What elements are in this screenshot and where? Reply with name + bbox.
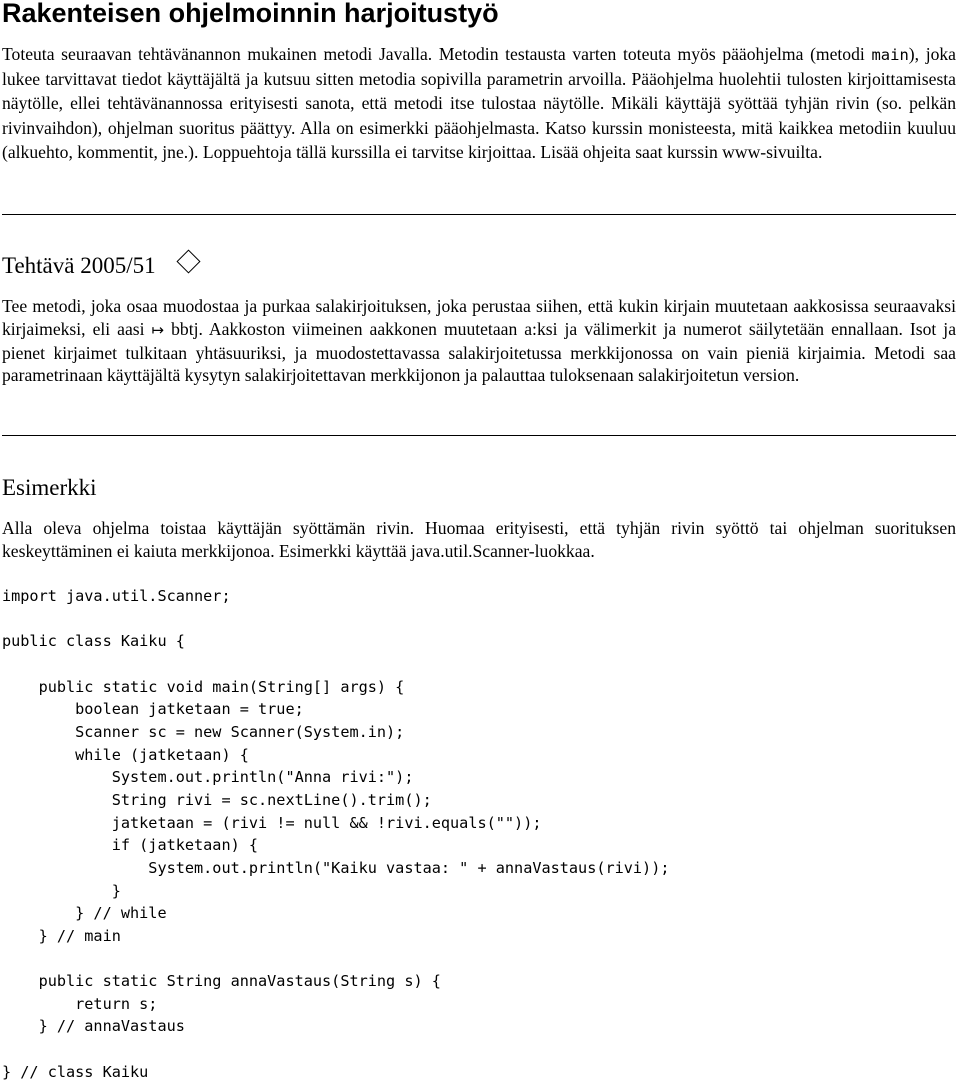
example-heading: Esimerkki	[2, 475, 97, 500]
divider-1	[2, 214, 956, 215]
code-line: public static void main(String[] args) {	[2, 677, 405, 696]
diamond-icon	[176, 249, 200, 273]
intro-paragraph	[2, 42, 956, 164]
task-description	[2, 295, 956, 387]
mapsto-symbol: ↦	[151, 320, 165, 339]
page-title: Rakenteisen ohjelmoinnin harjoitustyö	[2, 0, 499, 28]
code-line: public static String annaVastaus(String s) {	[2, 972, 441, 991]
code-line: } // class Kaiku	[2, 1062, 149, 1081]
divider-2	[2, 435, 956, 436]
code-line: Scanner sc = new Scanner(System.in);	[2, 722, 405, 741]
code-line: String rivi = sc.nextLine().trim();	[2, 790, 432, 809]
code-line: while (jatketaan) {	[2, 745, 249, 764]
code-line: jatketaan = (rivi != null && !rivi.equals(""));	[2, 813, 542, 832]
code-line: if (jatketaan) {	[2, 836, 259, 855]
task-text-before: Tee metodi, joka osaa muodostaa ja purkaa salakirjoituksen, joka perustaa siihen, että kukin kirjain muutetaan aakkosissa seuraavaksi kirjaimeksi, eli aasi	[2, 296, 956, 339]
code-line: } // while	[2, 904, 167, 923]
code-line: return s;	[2, 994, 158, 1013]
code-line: boolean jatketaan = true;	[2, 700, 304, 719]
code-line: } // annaVastaus	[2, 1017, 185, 1036]
code-line: }	[2, 881, 121, 900]
code-line: } // main	[2, 926, 121, 945]
task-heading	[2, 252, 197, 280]
code-line: System.out.println("Anna rivi:");	[2, 768, 414, 787]
code-line: System.out.println("Kaiku vastaa: " + annaVastaus(rivi));	[2, 858, 670, 877]
code-line: public class Kaiku {	[2, 632, 185, 651]
task-text-after: bbtj. Aakkoston viimeinen aakkonen muutetaan a:ksi ja välimerkit ja numerot säilytetään ennallaan. Isot ja pienet kirjaimet tulkitaan yhtäsuuriksi, ja muodostettavassa salakirjoitetussa merkkijonossa on vain pieniä kirjaimia. Metodi saa parametrinaan käyttäjältä kysytyn salakirjoitettavan merkkijonon ja palauttaa tuloksenaan salakirjoitetun version.	[2, 318, 957, 386]
code-block	[2, 585, 670, 1083]
intro-code-main: main	[871, 46, 909, 64]
code-line: import java.util.Scanner;	[2, 587, 231, 605]
task-heading-text: Tehtävä 2005/51	[2, 253, 156, 278]
intro-text-part1: Toteuta seuraavan tehtävänannon mukainen metodi Javalla. Metodin testausta varten toteuta myös pääohjelma (metodi	[2, 44, 872, 64]
example-description: Alla oleva ohjelma toistaa käyttäjän syöttämän rivin. Huomaa erityisesti, että tyhjän rivin syöttö tai ohjelman suorituksen keskeyttäminen ei kaiuta merkkijonoa. Esimerkki käyttää java.util.Scanner-luokkaa.	[2, 518, 956, 561]
intro-text-part2: ), joka lukee tarvittavat tiedot käyttäjältä ja kutsuu sitten metodia sopivilla parametrin arvoilla. Pääohjelma huolehtii tulosten kirjoittamisesta näytölle, ellei tehtävänannossa erityisesti sanota, että metodi itse tulostaa näytölle. Mikäli käyttäjä syöttää tyhjän rivin (so. pelkän rivinvaihdon), ohjelman suoritus päättyy. Alla on esimerkki pääohjelmasta. Katso kurssin monisteesta, mitä kaikkea metodiin kuuluu (alkuehto, kommentit, jne.). Loppuehtoja tällä kurssilla ei tarvitse kirjoittaa. Lisää ohjeita saat kurssin www-sivuilta.	[2, 44, 956, 162]
